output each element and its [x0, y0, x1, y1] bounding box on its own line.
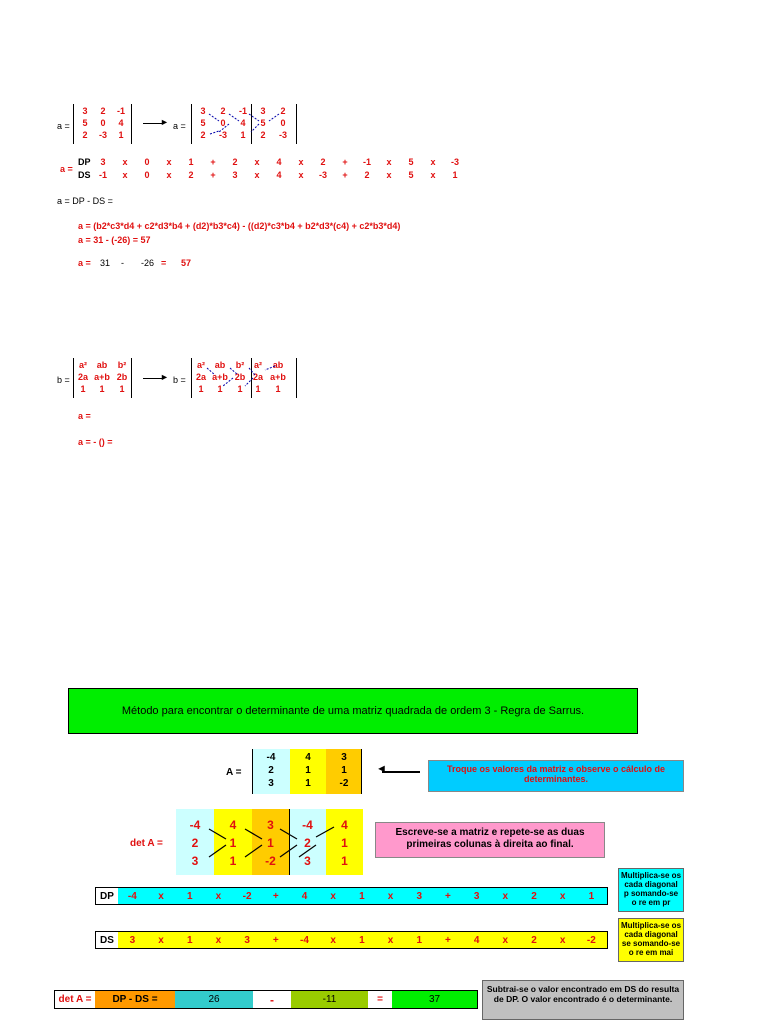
dp-a-term: -1: [362, 157, 371, 167]
matrix-a-cell: 5: [82, 118, 88, 128]
matrix-b-ext-cell: ab: [272, 360, 284, 370]
ds-sequence-a: [92, 170, 466, 180]
ds-a-term: x: [254, 170, 260, 180]
dp-a-term: x: [166, 157, 172, 167]
dp-a-term: x: [122, 157, 128, 167]
matrix-b-ext-left-bar: [191, 358, 192, 398]
ds-s-term: -2: [586, 934, 596, 946]
arrow-right-icon: ►: [160, 117, 169, 127]
dp-label-a: DP: [78, 157, 91, 167]
dp-a-term: x: [298, 157, 304, 167]
ds-a-term: 2: [364, 170, 370, 180]
b-line-2: a = - () =: [78, 437, 113, 447]
matrix-a: [76, 106, 130, 140]
sarrus-ext-cell: -4: [189, 818, 201, 832]
ds-s-term: x: [387, 934, 394, 946]
b-line-1: a =: [78, 411, 91, 421]
matrix-b-ext-cell: a+b: [212, 372, 228, 382]
ds-a-term: 5: [408, 170, 414, 180]
matrix-a-cell: 1: [118, 130, 124, 140]
sarrus-matrix-cell[interactable]: -2: [339, 778, 349, 789]
matrix-a-diagonals: [193, 104, 297, 146]
sarrus-matrix-cell[interactable]: 1: [341, 765, 347, 776]
matrix-a-ext-cell: 4: [240, 118, 246, 128]
sarrus-ext-cell: 2: [304, 836, 311, 850]
numeric-formula: a = 31 - (-26) = 57: [78, 235, 151, 245]
dp-s-term: 3: [416, 890, 422, 902]
matrix-A-label: A =: [226, 767, 242, 778]
matrix-b-cell: 2a: [77, 372, 88, 382]
sarrus-ext-cell: -4: [302, 818, 313, 832]
result-ds-a: -26: [141, 258, 155, 268]
dp-a-term: 2: [232, 157, 238, 167]
matrix-a-ext-cell: 2: [260, 130, 266, 140]
sarrus-matrix-cell[interactable]: 3: [268, 778, 274, 789]
sarrus-ext-cell: 4: [341, 818, 348, 832]
matrix-b-ext-cell: 1: [198, 384, 204, 394]
matrix-a-ext-cell: 2: [200, 130, 206, 140]
result-dp-a: 31: [100, 258, 111, 268]
ds-s-term: x: [330, 934, 336, 946]
matrix-b-left-bar: [73, 358, 74, 398]
final-ds-value: -11: [291, 991, 368, 1008]
ds-s-term: -4: [300, 934, 309, 946]
sarrus-ext-cell: 3: [191, 854, 199, 868]
ds-a-term: x: [386, 170, 392, 180]
hint-ds: Multiplica-se os cada diagonal se somando-se o re em mai: [618, 918, 684, 962]
arrow-right-icon-b: ►: [160, 372, 169, 382]
sarrus-matrix-cell[interactable]: 4: [305, 752, 311, 763]
matrix-a-ext-cell: 3: [260, 106, 266, 116]
matrix-b-ext-cell: 2a: [195, 372, 206, 382]
dp-a-term: 4: [276, 157, 282, 167]
dp-a-term: 2: [320, 157, 326, 167]
sarrus-ext-cell: 3: [304, 854, 311, 868]
matrix-a-right-bar: [131, 104, 132, 144]
matrix-b-ext-cell: b²: [235, 360, 245, 370]
matrix-b-right-bar: [131, 358, 132, 398]
ds-s-term: x: [158, 934, 164, 946]
matrix-b-ext-cell: a²: [196, 360, 205, 370]
dp-s-term: x: [559, 890, 566, 902]
ds-s-term: 4: [473, 934, 480, 946]
matrix-b-ext-cell: 1: [275, 384, 281, 394]
matrix-b-extended-label: b =: [173, 375, 186, 385]
sarrus-ext-cell: -2: [265, 854, 276, 868]
matrix-b-cell: 1: [99, 384, 105, 394]
ds-s-term: 2: [531, 934, 537, 946]
ds-s-term: x: [559, 934, 566, 946]
ds-a-term: 2: [188, 170, 194, 180]
dp-s-term: -2: [242, 890, 252, 902]
sarrus-matrix-left-border: [252, 749, 253, 794]
hint-change-values: Troque os valores da matriz e observe o cálculo de determinantes.: [428, 760, 684, 792]
sarrus-ext-cell: 1: [229, 854, 237, 868]
matrix-b-cell: 1: [119, 384, 125, 394]
matrix-b-ext-cell: a+b: [270, 372, 286, 382]
sarrus-matrix-cell[interactable]: 1: [305, 778, 311, 789]
hint-dp: Multiplica-se os cada diagonal p somando-se o re em pr: [618, 868, 684, 912]
ds-a-term: x: [166, 170, 172, 180]
dp-sequence-a: [92, 157, 466, 167]
sarrus-matrix-cell[interactable]: 1: [305, 765, 311, 776]
dp-s-term: x: [330, 890, 336, 902]
dp-s-term: -4: [127, 890, 137, 902]
dp-a-term: 0: [144, 157, 150, 167]
matrix-a-ext-cell: -1: [238, 106, 247, 116]
result-equals-a: =: [161, 258, 167, 268]
matrix-a-ext-cell: 0: [280, 118, 286, 128]
dp-a-term: 5: [408, 157, 414, 167]
matrix-a-ext-cell: 2: [220, 106, 226, 116]
dp-s-term: 3: [473, 890, 480, 902]
matrix-b-cell: 1: [80, 384, 86, 394]
sarrus-ext-cell: 1: [341, 854, 348, 868]
matrix-a-cell: -1: [116, 106, 125, 116]
dp-s-term: +: [444, 890, 451, 902]
final-dp-value: 26: [175, 991, 253, 1008]
dp-s-term: +: [272, 890, 279, 902]
ds-a-term: 0: [144, 170, 150, 180]
matrix-b-cell: ab: [96, 360, 108, 370]
arrow-shaft: [382, 771, 420, 773]
sarrus-ext-cell: 1: [341, 836, 348, 850]
ds-a-term: +: [342, 170, 348, 180]
dp-s-term: x: [387, 890, 394, 902]
sarrus-ext-cell: 1: [267, 836, 274, 850]
sarrus-ext-cell: 1: [229, 836, 237, 850]
a-dp-minus-ds: a = DP - DS =: [57, 196, 113, 206]
matrix-b-cell: a²: [78, 360, 87, 370]
result-minus-a: -: [121, 258, 124, 268]
hint-final: Subtrai-se o valor encontrado em DS do resulta de DP. O valor encontrado é o determinante.: [482, 980, 684, 1020]
ds-a-term: -3: [318, 170, 327, 180]
dp-a-term: 1: [188, 157, 194, 167]
dp-s-term: x: [215, 890, 222, 902]
matrix-b-ext-cell: 2a: [252, 372, 263, 382]
ds-s-term: x: [215, 934, 222, 946]
ds-s-term: +: [444, 934, 451, 946]
dp-s-term: x: [502, 890, 509, 902]
matrix-b: [75, 360, 131, 394]
ds-s-term: 1: [359, 934, 365, 946]
sarrus-title: Método para encontrar o determinante de uma matriz quadrada de ordem 3 - Regra de Sarrus.: [68, 688, 638, 734]
matrix-a-cell: 2: [100, 106, 106, 116]
ds-a-term: 3: [232, 170, 238, 180]
dp-s-term: 1: [588, 890, 595, 902]
matrix-a-cell: 3: [82, 106, 88, 116]
dp-s-term: x: [158, 890, 164, 902]
matrix-b-cell: b²: [117, 360, 127, 370]
dp-s-term: 1: [359, 890, 365, 902]
result-value-a: 57: [181, 258, 192, 268]
sarrus-matrix: [252, 749, 362, 794]
dp-a-term: +: [210, 157, 216, 167]
dp-row-terms: [118, 888, 607, 904]
dp-s-term: 1: [186, 890, 193, 902]
sarrus-matrix-right-border: [361, 749, 362, 794]
dp-row-label: DP: [96, 888, 118, 904]
matrix-a-extended-label: a =: [173, 121, 186, 131]
matrix-a-label: a =: [57, 121, 70, 131]
sarrus-matrix-cell[interactable]: 2: [268, 765, 274, 776]
matrix-b-cell: a+b: [94, 372, 110, 382]
a-label-dpds: a =: [60, 164, 73, 174]
matrix-a-ext-cell: 3: [200, 106, 206, 116]
sarrus-matrix-cell[interactable]: 3: [341, 752, 347, 763]
arrow-left-icon: ◄: [376, 763, 387, 775]
ds-row-terms: [118, 932, 607, 948]
matrix-a-ext-cell: 5: [260, 118, 266, 128]
ds-s-term: 3: [129, 934, 136, 946]
dp-a-term: +: [342, 157, 348, 167]
matrix-a-cell: 0: [100, 118, 106, 128]
dp-s-term: 4: [301, 890, 308, 902]
sarrus-ext-cell: 2: [191, 836, 199, 850]
matrix-a-left-bar: [73, 104, 74, 144]
sarrus-diagonals: [176, 809, 363, 875]
det-A-label: det A =: [130, 838, 163, 849]
matrix-a-ext-cell: -3: [278, 130, 287, 140]
final-result: 37: [392, 991, 477, 1008]
matrix-a-ext-cell: 1: [240, 130, 246, 140]
ds-a-term: 4: [276, 170, 282, 180]
ds-s-term: +: [272, 934, 279, 946]
final-equals: =: [368, 991, 392, 1008]
matrix-b-ext-cell: 1: [217, 384, 223, 394]
matrix-b-ext-cell: ab: [214, 360, 226, 370]
matrix-b-ext-cell: 1: [237, 384, 243, 394]
sarrus-ext-cell: 4: [229, 818, 237, 832]
final-minus: -: [253, 991, 291, 1008]
general-formula: a = (b2*c3*d4 + c2*d3*b4 + (d2)*b3*c4) - ((d2)*c3*b4 + b2*d3*(c4) + c2*b3*d4): [78, 221, 401, 231]
dp-a-term: x: [430, 157, 436, 167]
matrix-a-ext-cell: -3: [218, 130, 227, 140]
dp-a-term: x: [386, 157, 392, 167]
result-label-a: a =: [78, 258, 91, 268]
ds-a-term: 1: [452, 170, 458, 180]
ds-row-label: DS: [96, 932, 118, 948]
ds-a-term: -1: [98, 170, 107, 180]
dp-s-term: 2: [531, 890, 537, 902]
matrix-a-cell: 2: [82, 130, 88, 140]
dp-a-term: 3: [100, 157, 106, 167]
ds-a-term: +: [210, 170, 216, 180]
matrix-b-cell: 2b: [116, 372, 128, 382]
matrix-b-ext-cell: 1: [255, 384, 261, 394]
matrix-a-ext-cell: 0: [220, 118, 226, 128]
ds-s-term: x: [502, 934, 509, 946]
matrix-b-diagonals: [193, 358, 297, 400]
final-formula: DP - DS =: [95, 991, 175, 1008]
final-det-label: det A =: [55, 991, 95, 1008]
ds-s-term: 1: [186, 934, 193, 946]
matrix-a-ext-cell: 2: [280, 106, 286, 116]
ds-s-term: 1: [416, 934, 422, 946]
ds-label-a: DS: [78, 170, 91, 180]
hint-repeat-columns: Escreve-se a matriz e repete-se as duas primeiras colunas à direita ao final.: [375, 822, 605, 858]
matrix-a-cell: -3: [98, 130, 107, 140]
sarrus-matrix-cell[interactable]: -4: [266, 752, 276, 763]
ds-s-term: 3: [244, 934, 250, 946]
ds-a-term: x: [430, 170, 436, 180]
matrix-a-cell: 4: [118, 118, 124, 128]
matrix-b-ext-cell: 2b: [234, 372, 246, 382]
ds-a-term: x: [122, 170, 128, 180]
dp-a-term: -3: [450, 157, 459, 167]
matrix-b-ext-cell: a²: [253, 360, 262, 370]
sarrus-ext-cell: 3: [267, 818, 274, 832]
dp-a-term: x: [254, 157, 260, 167]
matrix-a-ext-cell: 5: [200, 118, 206, 128]
matrix-b-label: b =: [57, 375, 70, 385]
ds-a-term: x: [298, 170, 304, 180]
matrix-a-ext-left-bar: [191, 104, 192, 144]
